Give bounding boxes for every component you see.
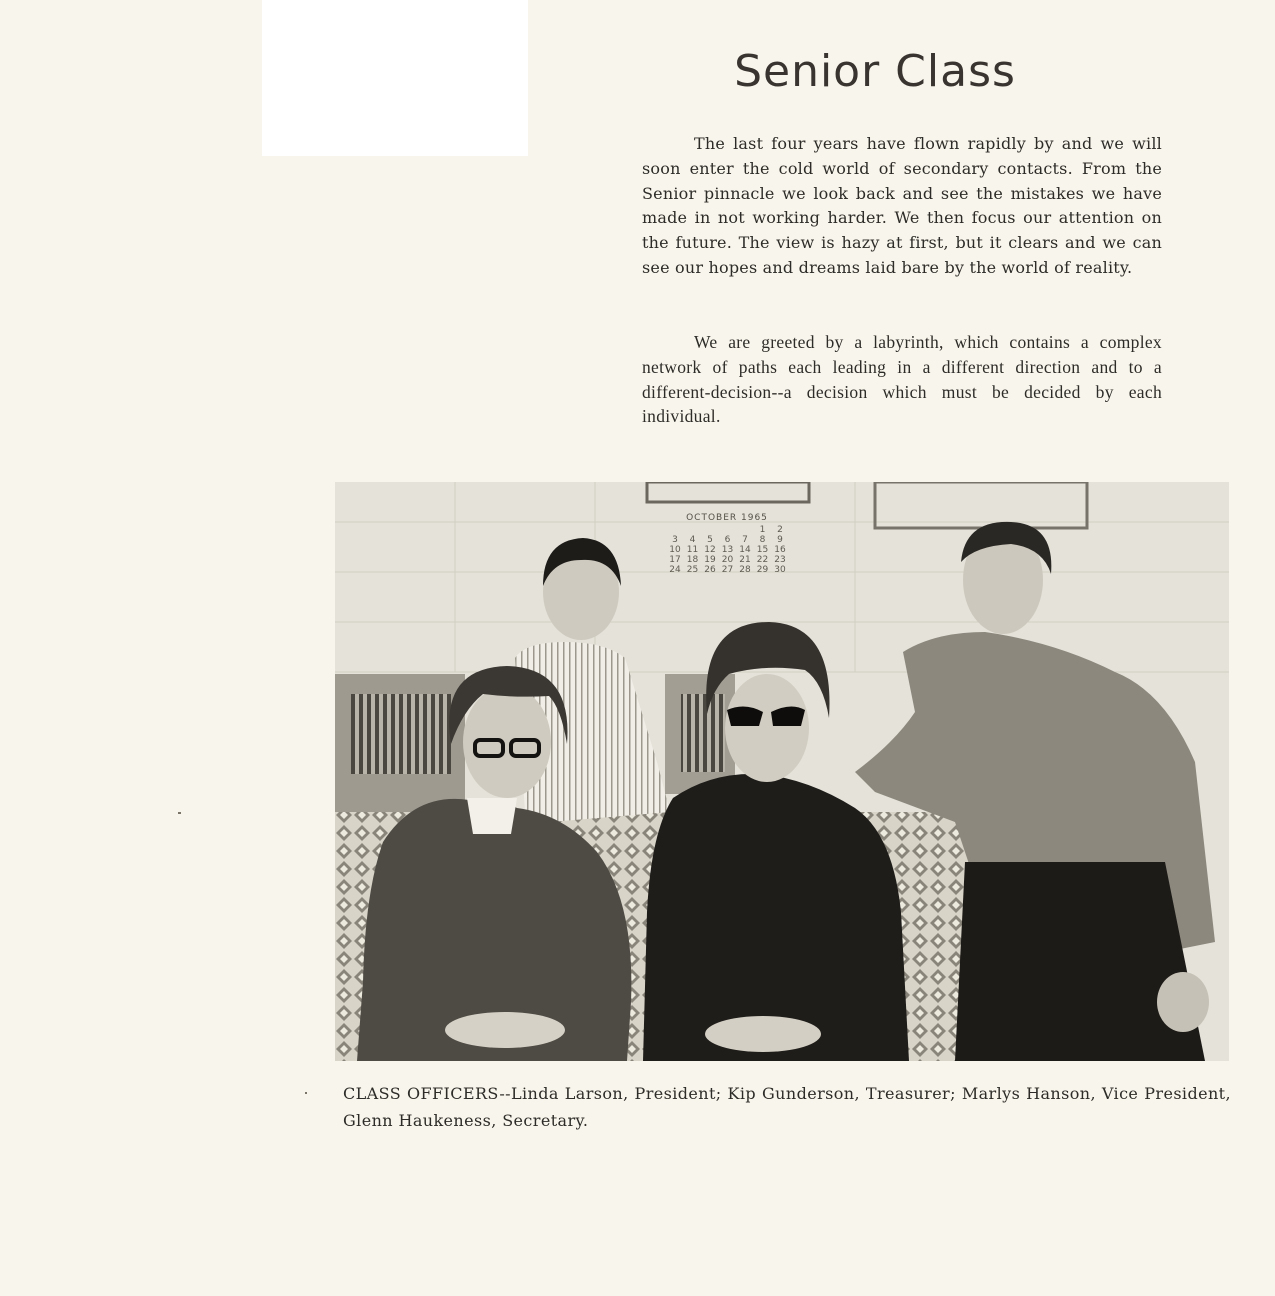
print-speck — [305, 1092, 307, 1094]
print-speck — [178, 812, 181, 814]
calendar-day: 2 — [777, 525, 783, 535]
calendar-day: 13 — [721, 545, 734, 555]
class-officers-photo — [335, 482, 1229, 1061]
calendar-day: 1 — [759, 525, 766, 535]
second-paragraph: We are greeted by a labyrinth, which contains a complex network of paths each leading in a different direction and to a different-decision--a decision which must be decided by each individual. — [642, 332, 1162, 427]
calendar-day: 27 — [721, 565, 734, 575]
calendar-day: 21 — [739, 555, 751, 565]
calendar-day: 9 — [777, 535, 783, 545]
calendar-day: 3 — [672, 535, 678, 545]
calendar-day: 7 — [742, 535, 748, 545]
calendar-day: 5 — [707, 535, 713, 545]
calendar-day: 18 — [686, 555, 699, 565]
calendar-day: 17 — [669, 555, 681, 565]
calendar-day: 30 — [774, 565, 786, 575]
calendar-day: 20 — [721, 555, 734, 565]
calendar-day: 28 — [739, 565, 751, 575]
calendar-day: 8 — [759, 535, 766, 545]
calendar-day: 6 — [724, 535, 731, 545]
calendar-day: 19 — [704, 555, 716, 565]
caption-label: CLASS OFFICERS-- — [343, 1084, 511, 1103]
blank-patch — [262, 0, 528, 156]
heater-vent-left — [351, 694, 451, 774]
calendar-day: 24 — [669, 565, 681, 575]
calendar-header: OCTOBER 1965 — [686, 513, 768, 523]
intro-paragraph: The last four years have flown rapidly by and we will soon enter the cold world of secondary contacts. From the Senior pinnacle we look back and see the mistakes we have made in not working harder. We then focus our attention on the future. The view is hazy at first, but it clears and we can see our hopes and dreams laid bare by the world of reality. — [642, 134, 1162, 277]
calendar-day: 23 — [774, 555, 786, 565]
caption-text: Linda Larson, President; Kip Gunderson, Treasurer; Marlys Hanson, Vice President, Glenn Haukeness, Secretary. — [343, 1084, 1231, 1130]
calendar-day: 26 — [704, 565, 716, 575]
calendar-day: 10 — [669, 545, 681, 555]
calendar-day: 22 — [756, 555, 769, 565]
heater-vent-right — [681, 694, 725, 772]
calendar-day: 14 — [739, 545, 751, 555]
calendar-day: 12 — [704, 545, 716, 555]
calendar-day: 15 — [756, 545, 769, 555]
calendar-day: 11 — [686, 545, 699, 555]
calendar-day: 16 — [774, 545, 786, 555]
calendar-day: 29 — [756, 565, 769, 575]
page-title: Senior Class — [734, 46, 1016, 97]
calendar-day: 4 — [689, 535, 696, 545]
calendar-day: 25 — [686, 565, 699, 575]
photo-caption — [343, 1080, 1231, 1134]
